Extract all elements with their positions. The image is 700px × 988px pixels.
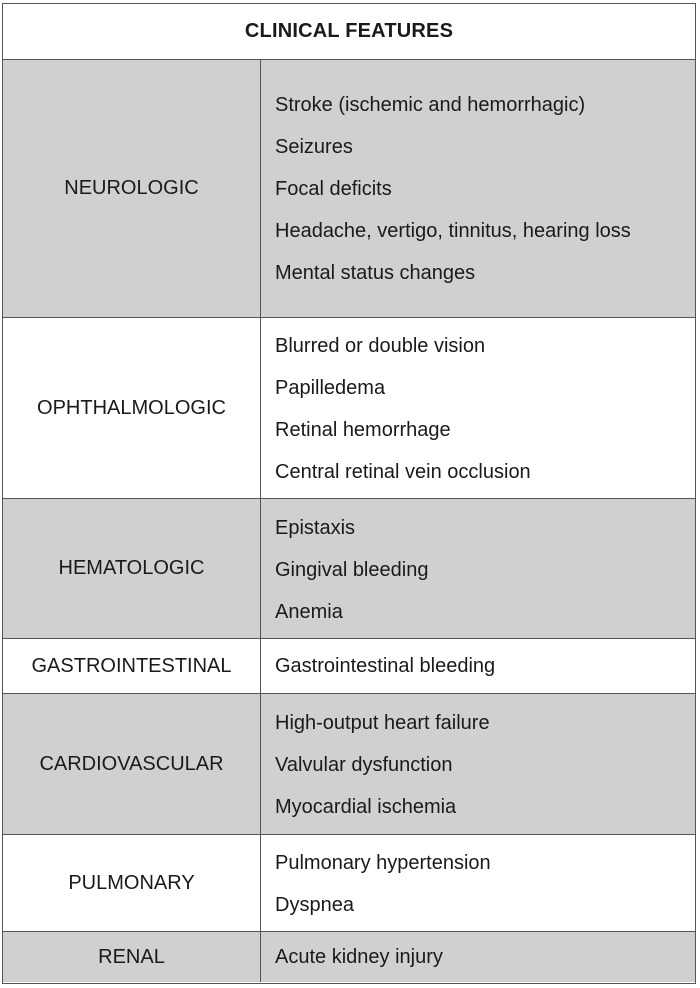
feature-item: Central retinal vein occlusion xyxy=(275,461,531,483)
feature-item: Stroke (ischemic and hemorrhagic) xyxy=(275,93,586,116)
feature-item: Blurred or double vision xyxy=(275,335,486,357)
features-cell xyxy=(261,932,695,982)
feature-item: Gastrointestinal bleeding xyxy=(275,655,496,677)
feature-item: Papilledema xyxy=(275,377,386,399)
feature-item: Seizures xyxy=(275,135,353,158)
category-cell: OPHTHALMOLOGIC xyxy=(3,318,261,498)
feature-item: Pulmonary hypertension xyxy=(275,852,491,874)
features-cell xyxy=(261,60,695,317)
category-cell: CARDIOVASCULAR xyxy=(3,694,261,834)
table-row-neurologic xyxy=(3,60,695,318)
feature-item: High-output heart failure xyxy=(275,712,490,734)
category-cell: NEUROLOGIC xyxy=(3,60,261,317)
table-row-pulmonary xyxy=(3,835,695,932)
features-cell xyxy=(261,639,695,693)
clinical-features-table xyxy=(2,3,696,984)
feature-item: Headache, vertigo, tinnitus, hearing loss xyxy=(275,219,631,242)
feature-item: Focal deficits xyxy=(275,177,392,200)
feature-item: Retinal hemorrhage xyxy=(275,419,451,441)
category-cell: PULMONARY xyxy=(3,835,261,931)
category-cell: GASTROINTESTINAL xyxy=(3,639,261,693)
features-cell xyxy=(261,318,695,498)
table-row-ophthalmologic xyxy=(3,318,695,499)
feature-item: Mental status changes xyxy=(275,261,476,284)
feature-item: Gingival bleeding xyxy=(275,558,429,581)
feature-item: Dyspnea xyxy=(275,894,354,916)
features-cell xyxy=(261,835,695,931)
category-cell: RENAL xyxy=(3,932,261,982)
feature-item: Myocardial ischemia xyxy=(275,796,457,818)
table-row-renal xyxy=(3,932,695,982)
features-cell xyxy=(261,694,695,834)
feature-item: Epistaxis xyxy=(275,516,356,539)
table-row-gastrointestinal xyxy=(3,639,695,694)
feature-item: Acute kidney injury xyxy=(275,946,443,968)
table-row-cardiovascular xyxy=(3,694,695,835)
feature-item: Valvular dysfunction xyxy=(275,754,453,776)
table-row-hematologic xyxy=(3,499,695,639)
features-cell xyxy=(261,499,695,638)
table-title: CLINICAL FEATURES xyxy=(3,4,695,60)
category-cell: HEMATOLOGIC xyxy=(3,499,261,638)
feature-item: Anemia xyxy=(275,600,343,623)
